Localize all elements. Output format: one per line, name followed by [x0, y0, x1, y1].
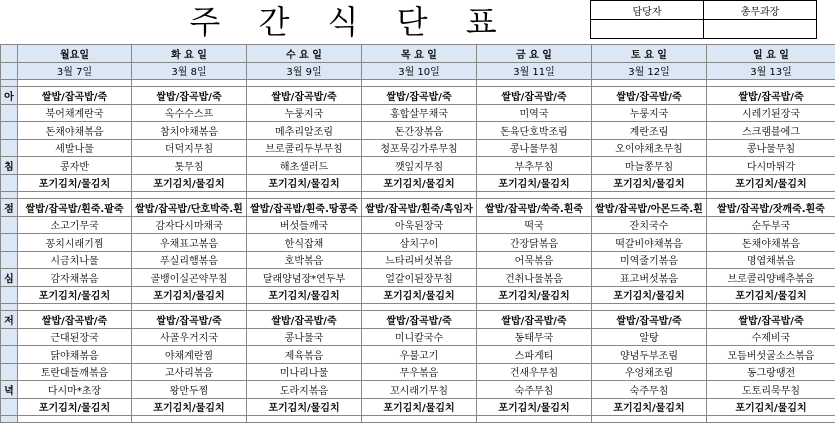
meal-label: 아	[1, 87, 18, 105]
meal-label	[1, 363, 18, 381]
menu-item: 쌀밥/잡곡밥/쑥죽.흰죽	[477, 199, 592, 217]
meal-label	[1, 139, 18, 157]
meal-label	[1, 286, 18, 304]
menu-item: 버섯들깨국	[247, 216, 362, 234]
menu-row	[1, 234, 835, 252]
day-name: 화 요 일	[132, 45, 247, 63]
menu-item: 돈채야채볶음	[18, 122, 132, 140]
menu-item: 포기김치/물김치	[477, 398, 592, 416]
day-date: 3월 13일	[707, 62, 835, 80]
spacer-cell	[247, 80, 362, 87]
spacer-cell	[362, 304, 477, 311]
menu-item: 느타리버섯볶음	[362, 251, 477, 269]
menu-item: 포기김치/물김치	[18, 286, 132, 304]
menu-item: 시레기된장국	[707, 104, 835, 122]
menu-row	[1, 269, 835, 287]
spacer-cell	[477, 304, 592, 311]
menu-row	[1, 199, 835, 217]
corner-cell	[1, 62, 18, 80]
menu-row	[1, 157, 835, 175]
spacer-row	[1, 192, 835, 199]
spacer-cell	[362, 192, 477, 199]
spacer-cell	[132, 304, 247, 311]
menu-item: 스파게티	[477, 346, 592, 364]
spacer-cell	[18, 416, 132, 423]
menu-item: 옥수수스프	[132, 104, 247, 122]
menu-item: 브로콜리두부무침	[247, 139, 362, 157]
meal-label: 저	[1, 311, 18, 329]
menu-item: 쌀밥/잡곡밥/흰죽.땅콩죽	[247, 199, 362, 217]
menu-item: 숙주무침	[592, 381, 707, 399]
menu-item: 다시마*초장	[18, 381, 132, 399]
menu-row	[1, 139, 835, 157]
menu-item: 도라지볶음	[247, 381, 362, 399]
menu-row	[1, 363, 835, 381]
menu-item: 쌀밥/잡곡밥/죽	[362, 311, 477, 329]
menu-item: 닭야채볶음	[18, 346, 132, 364]
menu-item: 순두부국	[707, 216, 835, 234]
menu-item: 얼갈이된장무침	[362, 269, 477, 287]
menu-item: 콩자반	[18, 157, 132, 175]
spacer-cell	[592, 416, 707, 423]
menu-item: 한식잡채	[247, 234, 362, 252]
spacer-cell	[477, 416, 592, 423]
menu-item: 아욱된장국	[362, 216, 477, 234]
menu-item: 쌀밥/잡곡밥/죽	[132, 87, 247, 105]
menu-item: 쌀밥/잡곡밥/죽	[18, 311, 132, 329]
menu-item: 참치야채볶음	[132, 122, 247, 140]
menu-item: 알탕	[592, 328, 707, 346]
meal-label	[1, 216, 18, 234]
menu-item: 쌀밥/잡곡밥/죽	[362, 87, 477, 105]
spacer-cell	[247, 416, 362, 423]
meal-label	[1, 328, 18, 346]
menu-item: 청포묵김가루무침	[362, 139, 477, 157]
menu-item: 계란조림	[592, 122, 707, 140]
meal-label: 심	[1, 269, 18, 287]
menu-row	[1, 381, 835, 399]
menu-item: 쌀밥/잡곡밥/죽	[592, 311, 707, 329]
menu-row	[1, 87, 835, 105]
approval-box	[590, 0, 817, 39]
menu-item: 홍합살무채국	[362, 104, 477, 122]
menu-item: 메추리알조림	[247, 122, 362, 140]
menu-item: 깻잎지무침	[362, 157, 477, 175]
menu-item: 쌀밥/잡곡밥/죽	[247, 87, 362, 105]
menu-item: 쌀밥/잡곡밥/죽	[18, 87, 132, 105]
menu-item: 포기김치/물김치	[132, 286, 247, 304]
menu-item: 북어채계란국	[18, 104, 132, 122]
spacer-cell	[707, 416, 835, 423]
spacer-cell	[247, 192, 362, 199]
day-date: 3월 11일	[477, 62, 592, 80]
menu-item: 쌀밥/잡곡밥/죽	[247, 311, 362, 329]
day-date: 3월 10일	[362, 62, 477, 80]
menu-item: 미니칼국수	[362, 328, 477, 346]
menu-item: 건새우무침	[477, 363, 592, 381]
menu-item: 간장닭볶음	[477, 234, 592, 252]
menu-row	[1, 104, 835, 122]
menu-row	[1, 122, 835, 140]
menu-item: 포기김치/물김치	[132, 398, 247, 416]
menu-item: 쌀밥/잡곡밥/단호박죽.흰	[132, 199, 247, 217]
menu-item: 도토리묵무침	[707, 381, 835, 399]
meal-label	[1, 104, 18, 122]
menu-item: 포기김치/물김치	[247, 174, 362, 192]
menu-item: 건취나물볶음	[477, 269, 592, 287]
meal-label	[1, 234, 18, 252]
day-name: 토 요 일	[592, 45, 707, 63]
menu-item: 포기김치/물김치	[247, 286, 362, 304]
menu-item: 돈육단호박조림	[477, 122, 592, 140]
menu-item: 다시마튀각	[707, 157, 835, 175]
menu-item: 잔치국수	[592, 216, 707, 234]
menu-item: 쌀밥/잡곡밥/흰죽.팥죽	[18, 199, 132, 217]
page-title: 주 간 식 단 표	[189, 3, 511, 41]
spacer-cell	[1, 80, 18, 87]
menu-item: 어묵볶음	[477, 251, 592, 269]
spacer-cell	[1, 304, 18, 311]
spacer-cell	[477, 192, 592, 199]
spacer-row	[1, 80, 835, 87]
day-date: 3월 9일	[247, 62, 362, 80]
spacer-row	[1, 416, 835, 423]
menu-item: 무우볶음	[362, 363, 477, 381]
menu-item: 브로콜리양배추볶음	[707, 269, 835, 287]
menu-item: 쌀밥/잡곡밥/잣깨죽.흰죽	[707, 199, 835, 217]
spacer-cell	[362, 416, 477, 423]
menu-item: 포기김치/물김치	[707, 286, 835, 304]
day-header-row	[1, 45, 835, 63]
menu-item: 쌀밥/잡곡밥/죽	[707, 311, 835, 329]
menu-item: 미역줄기볶음	[592, 251, 707, 269]
menu-item: 토란대들깨볶음	[18, 363, 132, 381]
menu-item: 포기김치/물김치	[362, 286, 477, 304]
corner-cell	[1, 45, 18, 63]
menu-item: 시금치나물	[18, 251, 132, 269]
day-date: 3월 8일	[132, 62, 247, 80]
menu-item: 쌀밥/잡곡밥/죽	[477, 87, 592, 105]
menu-item: 모듬버섯굴소스볶음	[707, 346, 835, 364]
spacer-cell	[1, 416, 18, 423]
menu-item: 삼치구이	[362, 234, 477, 252]
menu-item: 야채계란찜	[132, 346, 247, 364]
menu-item: 사골우거지국	[132, 328, 247, 346]
menu-item: 고사리볶음	[132, 363, 247, 381]
menu-item: 포기김치/물김치	[707, 398, 835, 416]
menu-item: 해초샐러드	[247, 157, 362, 175]
meal-label: 점	[1, 199, 18, 217]
menu-item: 달래양념장*연두부	[247, 269, 362, 287]
menu-item: 우엉채조림	[592, 363, 707, 381]
menu-item: 돈간장볶음	[362, 122, 477, 140]
approver-sign-staff[interactable]	[591, 20, 704, 39]
approver-label-manager: 총무과장	[704, 1, 817, 20]
menu-item: 근대된장국	[18, 328, 132, 346]
day-date: 3월 12일	[592, 62, 707, 80]
menu-item: 오이야채초무침	[592, 139, 707, 157]
menu-item: 감자다시마채국	[132, 216, 247, 234]
menu-item: 포기김치/물김치	[592, 286, 707, 304]
day-name: 금 요 일	[477, 45, 592, 63]
meal-label: 녁	[1, 381, 18, 399]
menu-item: 포기김치/물김치	[477, 174, 592, 192]
approver-sign-manager[interactable]	[704, 20, 817, 39]
menu-item: 떡국	[477, 216, 592, 234]
meal-label	[1, 251, 18, 269]
menu-item: 콩나물국	[247, 328, 362, 346]
menu-row	[1, 174, 835, 192]
spacer-cell	[132, 80, 247, 87]
spacer-cell	[707, 80, 835, 87]
menu-item: 콩나물무침	[707, 139, 835, 157]
menu-item: 우불고기	[362, 346, 477, 364]
menu-item: 쌀밥/잡곡밥/흰죽/흑임자	[362, 199, 477, 217]
menu-item: 명엽채볶음	[707, 251, 835, 269]
spacer-cell	[707, 192, 835, 199]
menu-row	[1, 216, 835, 234]
spacer-cell	[707, 304, 835, 311]
menu-item: 푸실리햄볶음	[132, 251, 247, 269]
menu-row	[1, 398, 835, 416]
menu-item: 콩나물무침	[477, 139, 592, 157]
menu-item: 포기김치/물김치	[18, 398, 132, 416]
menu-row	[1, 286, 835, 304]
menu-item: 표고버섯볶음	[592, 269, 707, 287]
menu-item: 누룽지국	[247, 104, 362, 122]
meal-label	[1, 122, 18, 140]
menu-item: 왕만두찜	[132, 381, 247, 399]
meal-label	[1, 398, 18, 416]
approver-label-staff: 담당자	[591, 1, 704, 20]
menu-item: 미나리나물	[247, 363, 362, 381]
spacer-row	[1, 304, 835, 311]
menu-item: 수제비국	[707, 328, 835, 346]
menu-item: 포기김치/물김치	[362, 174, 477, 192]
spacer-cell	[362, 80, 477, 87]
menu-item: 포기김치/물김치	[247, 398, 362, 416]
menu-item: 돈채야채볶음	[707, 234, 835, 252]
menu-row	[1, 346, 835, 364]
menu-row	[1, 311, 835, 329]
menu-item: 톳무침	[132, 157, 247, 175]
menu-item: 제육볶음	[247, 346, 362, 364]
menu-item: 포기김치/물김치	[592, 398, 707, 416]
spacer-cell	[592, 80, 707, 87]
menu-item: 스크램블에그	[707, 122, 835, 140]
menu-item: 포기김치/물김치	[362, 398, 477, 416]
menu-item: 포기김치/물김치	[132, 174, 247, 192]
menu-row	[1, 328, 835, 346]
day-name: 일 요 일	[707, 45, 835, 63]
menu-row	[1, 251, 835, 269]
spacer-cell	[18, 80, 132, 87]
menu-item: 쌀밥/잡곡밥/죽	[707, 87, 835, 105]
menu-item: 포기김치/물김치	[477, 286, 592, 304]
spacer-cell	[132, 192, 247, 199]
menu-item: 떡갈비야채볶음	[592, 234, 707, 252]
menu-item: 양념두부조림	[592, 346, 707, 364]
meal-label	[1, 174, 18, 192]
spacer-cell	[592, 304, 707, 311]
menu-item: 부추무침	[477, 157, 592, 175]
menu-item: 쌀밥/잡곡밥/아몬드죽.흰	[592, 199, 707, 217]
menu-item: 쌀밥/잡곡밥/죽	[477, 311, 592, 329]
day-name: 월요일	[18, 45, 132, 63]
spacer-cell	[592, 192, 707, 199]
day-name: 목 요 일	[362, 45, 477, 63]
menu-item: 숙주무침	[477, 381, 592, 399]
day-name: 수 요 일	[247, 45, 362, 63]
spacer-cell	[477, 80, 592, 87]
spacer-cell	[1, 192, 18, 199]
menu-item: 골뱅이실곤약무침	[132, 269, 247, 287]
spacer-cell	[247, 304, 362, 311]
spacer-cell	[18, 304, 132, 311]
menu-item: 쌀밥/잡곡밥/죽	[132, 311, 247, 329]
menu-item: 소고기무국	[18, 216, 132, 234]
menu-item: 미역국	[477, 104, 592, 122]
day-date: 3월 7일	[18, 62, 132, 80]
menu-item: 감자채볶음	[18, 269, 132, 287]
menu-item: 우채표고볶음	[132, 234, 247, 252]
menu-item: 포기김치/물김치	[707, 174, 835, 192]
menu-item: 동태무국	[477, 328, 592, 346]
menu-item: 누룽지국	[592, 104, 707, 122]
meal-label	[1, 346, 18, 364]
menu-item: 동그랑땡전	[707, 363, 835, 381]
menu-item: 더덕지무침	[132, 139, 247, 157]
menu-item: 포기김치/물김치	[18, 174, 132, 192]
meal-label: 침	[1, 157, 18, 175]
weekly-menu-table	[0, 44, 835, 423]
menu-item: 꼬시래기무침	[362, 381, 477, 399]
menu-item: 세발나물	[18, 139, 132, 157]
date-header-row	[1, 62, 835, 80]
menu-item: 포기김치/물김치	[592, 174, 707, 192]
menu-item: 호박볶음	[247, 251, 362, 269]
spacer-cell	[18, 192, 132, 199]
spacer-cell	[132, 416, 247, 423]
menu-item: 마늘쫑무침	[592, 157, 707, 175]
menu-item: 꽁치시래기찜	[18, 234, 132, 252]
menu-item: 쌀밥/잡곡밥/죽	[592, 87, 707, 105]
